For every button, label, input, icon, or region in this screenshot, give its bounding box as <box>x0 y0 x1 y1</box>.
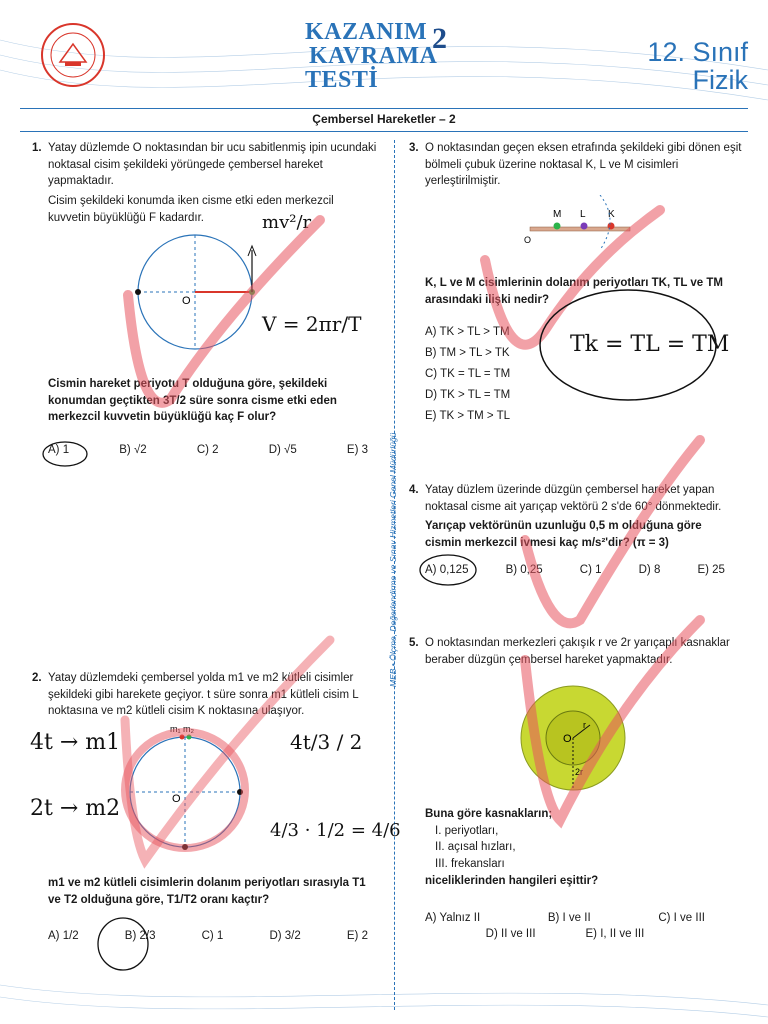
q3-figure <box>520 195 640 250</box>
q1-number: 1. <box>32 142 42 154</box>
q3-question: K, L ve M cisimlerinin dolanım periyotları TK, TL ve TM arasındaki ilişki nedir? <box>425 277 724 306</box>
q1-text1: Yatay düzlemde O noktasından bir ucu sabitlenmiş ipin ucundaki noktasal cisim şekildeki yörüngede çembersel hareket yapmaktadır. <box>48 142 377 188</box>
test-title <box>305 20 437 92</box>
q2-question: m1 ve m2 kütleli cisimlerin dolanım periyotları sırasıyla T1 ve T2 olduğuna göre, T1/T2 oranı kaçtır? <box>48 877 366 906</box>
q5-item-2: II. açısal hızları, <box>435 841 516 854</box>
q2-options <box>48 930 368 942</box>
q2-option-b[interactable]: B) 2/3 <box>124 930 156 942</box>
side-credit: MEB • Ölçme, Değerlendirme ve Sınav Hizmetleri Genel Müdürlüğü <box>388 432 398 688</box>
q2-figure <box>120 720 280 850</box>
q1-option-c[interactable]: C) 2 <box>196 444 219 456</box>
footer-pattern <box>0 975 768 1024</box>
handwriting-3: Tk = TL = TM <box>570 332 730 357</box>
subject: Fizik <box>692 65 748 96</box>
q5-figure <box>515 680 635 800</box>
q1-option-d[interactable]: D) √5 <box>268 444 297 456</box>
title-line3: TESTİ <box>305 67 379 93</box>
q2-number: 2. <box>32 672 42 684</box>
handwriting-1: mv²/r <box>262 212 312 233</box>
topic-title: Çembersel Hareketler – 2 <box>312 112 456 126</box>
svg-text:K: K <box>608 209 615 220</box>
handwriting-2: V = 2πr/T <box>262 312 362 336</box>
q3-number: 3. <box>409 142 419 154</box>
q5-option-a[interactable]: A) Yalnız II <box>425 912 481 924</box>
svg-text:L: L <box>580 209 586 220</box>
q3-text: O noktasından geçen eksen etrafında şekildeki gibi dönen eşit bölmeli çubuk üzerine noktasal K, L ve M cisimleri yerleştirilmiştir. <box>425 142 742 188</box>
q4-option-c[interactable]: C) 1 <box>579 564 602 576</box>
svg-text:m₁ m₂: m₁ m₂ <box>170 724 195 734</box>
q4-number: 4. <box>409 484 419 496</box>
q4-option-b[interactable]: B) 0,25 <box>505 564 543 576</box>
q4-options <box>425 564 725 576</box>
svg-text:O: O <box>563 733 572 745</box>
grade-subject <box>647 38 748 95</box>
q1-option-b[interactable]: B) √2 <box>119 444 147 456</box>
title-line1: KAZANIM <box>305 19 428 45</box>
svg-text:O: O <box>524 235 532 245</box>
test-number: 2 <box>432 22 447 55</box>
q1-figure <box>120 230 280 360</box>
question-5 <box>409 635 755 668</box>
svg-text:2r: 2r <box>575 767 584 777</box>
q5-option-d[interactable]: D) II ve III <box>485 928 536 940</box>
q2-text: Yatay düzlemdeki çembersel yolda m1 ve m2 kütleli cisimler şekildeki gibi harekete geçiyor. t süre sonra m1 kütleli cisim L noktasına ve m2 kütleli cisim K noktasına ulaşıyor. <box>48 672 359 718</box>
q5-item-3: III. frekansları <box>435 858 505 871</box>
q4-question: Yarıçap vektörünün uzunluğu 0,5 m olduğuna göre cismin merkezcil ivmesi kaç m/s²'dir? (π = 3) <box>425 520 702 549</box>
q5-option-c[interactable]: C) I ve III <box>658 912 705 924</box>
question-1 <box>32 140 378 226</box>
q1-option-a[interactable]: A) 1 <box>48 444 70 456</box>
q2-option-c[interactable]: C) 1 <box>201 930 224 942</box>
q3-option-c[interactable]: C) TK = TL = TM <box>425 368 511 380</box>
q5-option-b[interactable]: B) I ve II <box>547 912 591 924</box>
q4-option-e[interactable]: E) 25 <box>697 564 725 576</box>
q5-number: 5. <box>409 637 419 649</box>
question-2 <box>32 670 378 720</box>
q5-text: O noktasından merkezleri çakışık r ve 2r yarıçaplı kasnaklar beraber düzgün çembersel hareket yapmaktadır. <box>425 637 730 666</box>
svg-text:O: O <box>182 295 191 307</box>
q5-question2: niceliklerinden hangileri eşittir? <box>425 874 599 887</box>
q3-option-d[interactable]: D) TK > TL = TM <box>425 389 511 401</box>
q2-option-a[interactable]: A) 1/2 <box>48 930 79 942</box>
svg-text:r: r <box>583 720 586 730</box>
q3-options <box>425 322 510 427</box>
q3-option-a[interactable]: A) TK > TL > TM <box>425 326 510 338</box>
question-3 <box>409 140 755 190</box>
q3-option-e[interactable]: E) TK > TM > TL <box>425 410 511 422</box>
q4-option-a[interactable]: A) 0,125 <box>425 564 469 576</box>
handwriting-5: 2t → m2 <box>30 796 121 821</box>
svg-text:M: M <box>553 209 562 220</box>
q1-text2: Cisim şekildeki konumda iken cisme etki eden merkezcil kuvvetin büyüklüğü F kadardır. <box>48 195 334 224</box>
q4-text: Yatay düzlem üzerinde düzgün çembersel hareket yapan noktasal cisme ait yarıçap vektörü 2 s'de 60° dönmektedir. <box>425 484 722 513</box>
grade: 12. Sınıf <box>647 37 748 67</box>
question-4 <box>409 482 755 515</box>
q5-option-e[interactable]: E) I, II ve III <box>585 928 645 940</box>
q5-options <box>425 912 705 940</box>
q4-option-d[interactable]: D) 8 <box>638 564 661 576</box>
q2-option-e[interactable]: E) 2 <box>346 930 368 942</box>
handwriting-7: 4/3 · 1/2 = 4/6 <box>270 820 401 841</box>
q1-option-e[interactable]: E) 3 <box>346 444 368 456</box>
q1-options <box>48 444 368 456</box>
q2-option-d[interactable]: D) 3/2 <box>269 930 301 942</box>
handwriting-6: 4t/3 / 2 <box>290 730 363 754</box>
svg-text:O: O <box>172 793 181 805</box>
meb-logo <box>40 22 106 88</box>
q1-question: Cismin hareket periyotu T olduğuna göre, şekildeki konumdan geçtikten 3T/2 süre sonra cisme etki eden merkezcil kuvvetin büyüklüğü kaç F olur? <box>48 378 337 424</box>
title-line2: KAVRAMA <box>309 43 438 69</box>
q5-question: Buna göre kasnakların; <box>425 808 553 820</box>
q5-item-1: I. periyotları, <box>435 824 499 837</box>
q5-body <box>425 806 755 889</box>
handwriting-4: 4t → m1 <box>30 730 121 755</box>
q3-option-b[interactable]: B) TM > TL > TK <box>425 347 510 359</box>
